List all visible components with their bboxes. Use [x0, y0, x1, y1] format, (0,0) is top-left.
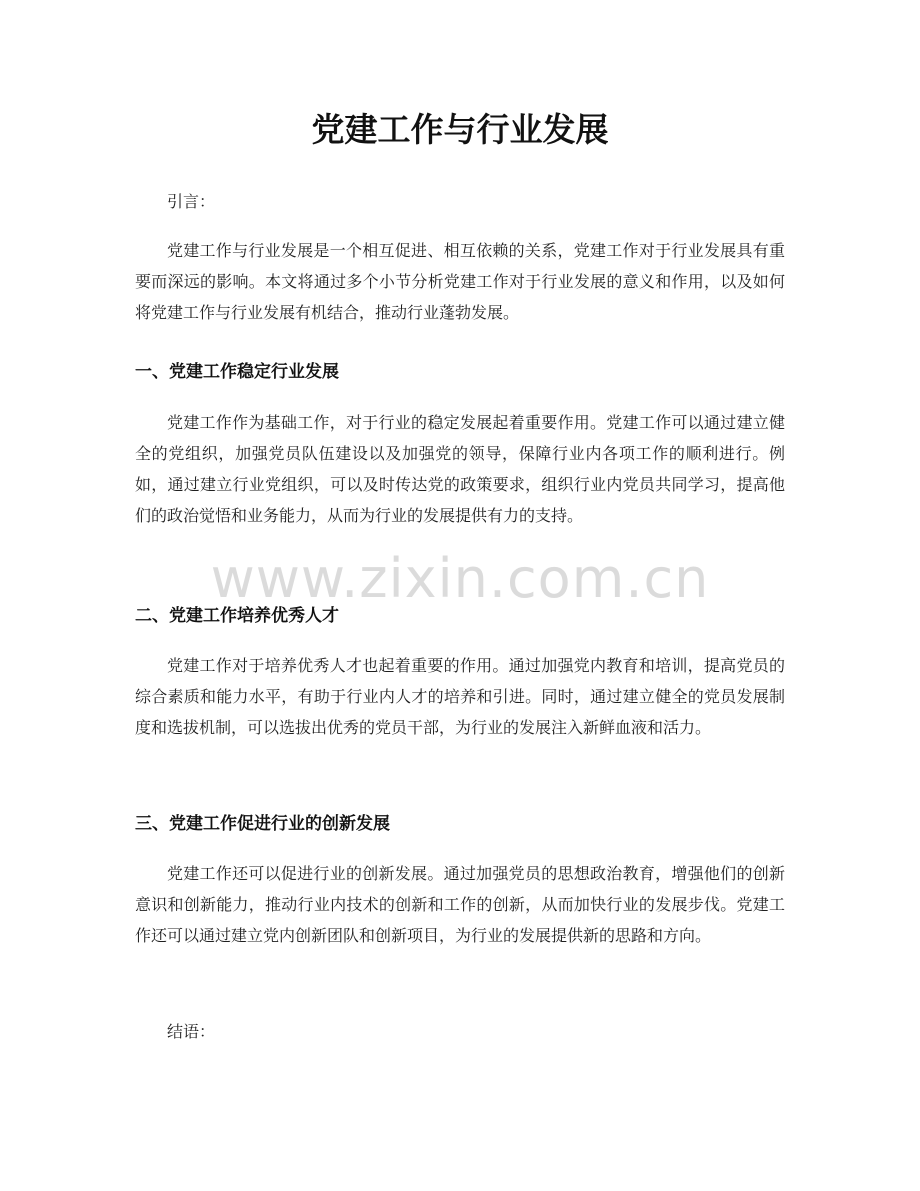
section-2-paragraph: 党建工作对于培养优秀人才也起着重要的作用。通过加强党内教育和培训，提高党员的综合素质和能力水平，有助于行业内人才的培养和引进。同时，通过建立健全的党员发展制度和选拔机制，可以选拔出优秀的党员干部，为行业的发展注入新鲜血液和活力。: [135, 656, 785, 737]
intro-paragraph: 党建工作与行业发展是一个相互促进、相互依赖的关系，党建工作对于行业发展具有重要而深远的影响。本文将通过多个小节分析党建工作对于行业发展的意义和作用，以及如何将党建工作与行业发展有机结合，推动行业蓬勃发展。: [135, 241, 785, 322]
section-1-paragraph: 党建工作作为基础工作，对于行业的稳定发展起着重要作用。党建工作可以通过建立健全的党组织，加强党员队伍建设以及加强党的领导，保障行业内各项工作的顺利进行。例如，通过建立行业党组织，可以及时传达党的政策要求，组织行业内党员共同学习，提高他们的政治觉悟和业务能力，从而为行业的发展提供有力的支持。: [135, 413, 785, 525]
page-title: 党建工作与行业发展: [311, 110, 609, 149]
section-3-paragraph: 党建工作还可以促进行业的创新发展。通过加强党员的思想政治教育，增强他们的创新意识和创新能力，推动行业内技术的创新和工作的创新，从而加快行业的发展步伐。党建工作还可以通过建立党内创新团队和创新项目，为行业的发展提供新的思路和方向。: [135, 864, 785, 945]
intro-label: 引言：: [167, 192, 216, 211]
section-2-heading: 二、党建工作培养优秀人才: [135, 606, 339, 626]
section-1-heading: 一、党建工作稳定行业发展: [135, 362, 339, 382]
watermark: www.zixin.com.cn: [210, 547, 710, 610]
section-3-heading: 三、党建工作促进行业的创新发展: [135, 814, 390, 834]
conclusion-label: 结语：: [167, 1022, 216, 1041]
